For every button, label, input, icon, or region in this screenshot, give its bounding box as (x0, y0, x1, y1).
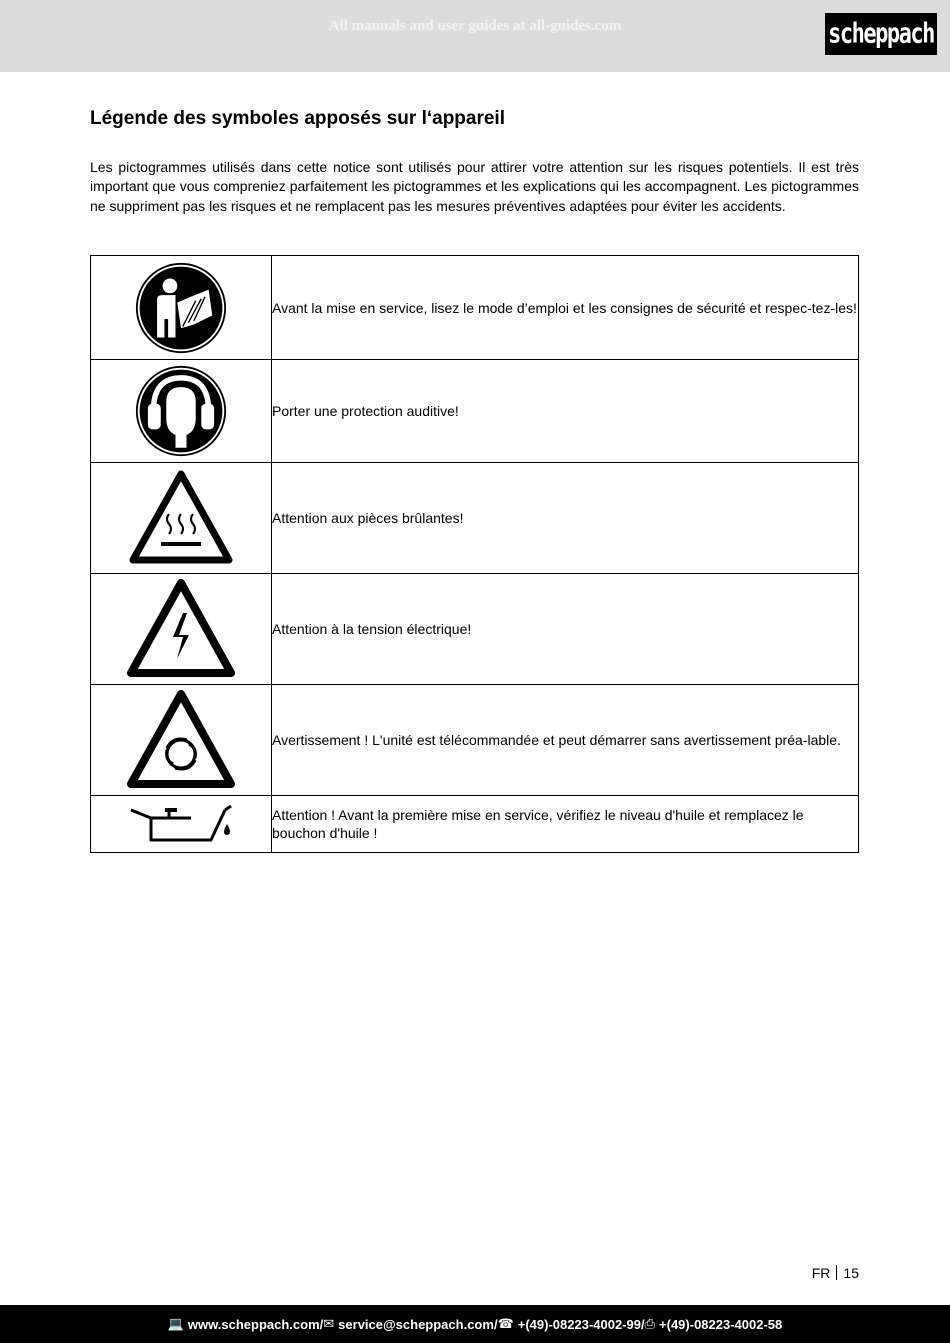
icon-cell (91, 796, 272, 853)
footer-email[interactable]: service@scheppach.com (338, 1316, 494, 1332)
footer-phone: +(49)-08223-4002-99 (517, 1316, 641, 1332)
ear-protection-icon (135, 365, 227, 457)
watermark-text: All manuals and user guides at all-guides.com (328, 18, 622, 34)
table-row (91, 256, 859, 360)
icon-cell (91, 360, 272, 463)
symbol-description: Attention à la tension électrique! (272, 574, 859, 685)
symbol-description: Avertissement ! L'unité est télécommandée et peut démarrer sans avertissement préa-lable. (272, 685, 859, 796)
table-row (91, 685, 859, 796)
table-row (91, 574, 859, 685)
symbol-description: Avant la mise en service, lisez le mode d’emploi et les consignes de sécurité et respec-tez-les! (272, 256, 859, 360)
oil-can-icon (129, 804, 233, 844)
scheppach-logo (825, 13, 937, 55)
page-language: FR (811, 1265, 831, 1281)
icon-cell (91, 685, 272, 796)
table-row (91, 463, 859, 574)
electric-voltage-warning-icon (127, 579, 235, 679)
page-number (812, 1265, 859, 1281)
footer-contact-bar (0, 1305, 950, 1343)
symbol-description: Porter une protection auditive! (272, 360, 859, 463)
table-row (91, 796, 859, 853)
symbols-table (90, 255, 859, 853)
intro-paragraph: Les pictogrammes utilisés dans cette notice sont utilisés pour attirer votre attention sur les risques potentiels. Il est très important que vous compreniez parfaitement les pictogrammes et les explications qui les accompagnent. Les pictogrammes ne suppriment pas les risques et ne remplacent pas les mesures préventives adaptées pour éviter les accidents. (90, 159, 859, 214)
page-separator (836, 1265, 837, 1280)
phone-icon: ☎ (497, 1316, 514, 1331)
remote-start-warning-icon (127, 690, 235, 790)
email-icon: ✉ (323, 1316, 335, 1331)
icon-cell (91, 574, 272, 685)
fax-icon: ⎙ (644, 1316, 656, 1331)
top-banner (0, 0, 950, 72)
footer-separator: / (319, 1316, 324, 1332)
symbol-description: Attention aux pièces brûlantes! (272, 463, 859, 574)
icon-cell (91, 256, 272, 360)
footer-website[interactable]: www.scheppach.com (187, 1316, 320, 1332)
footer-separator: / (493, 1316, 498, 1332)
page-number-value: 15 (843, 1265, 859, 1281)
read-manual-icon (135, 262, 227, 354)
computer-icon: 💻 (167, 1316, 184, 1331)
footer-fax: +(49)-08223-4002-58 (659, 1316, 783, 1332)
logo-text: scheppach (828, 18, 934, 50)
icon-cell (91, 463, 272, 574)
symbol-description: Attention ! Avant la première mise en service, vérifiez le niveau d'huile et remplacez le bouchon d'huile ! (272, 796, 859, 853)
table-row (91, 360, 859, 463)
page-title: Légende des symboles apposés sur l‘appareil (90, 108, 505, 129)
footer-separator: / (641, 1316, 645, 1332)
hot-surface-warning-icon (129, 470, 233, 566)
